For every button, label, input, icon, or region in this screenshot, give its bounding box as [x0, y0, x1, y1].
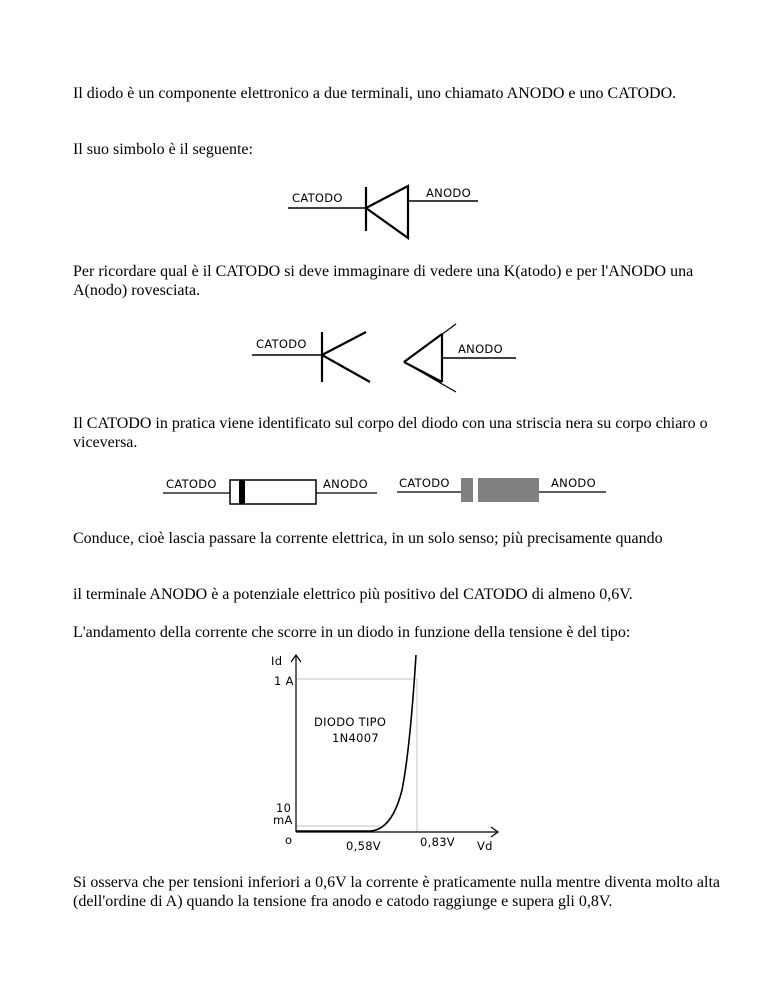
graph-title-line2: 1N4007	[332, 731, 379, 745]
light-body-cathode-label: CATODO	[166, 477, 217, 491]
conduction-paragraph: Conduce, cioè lascia passare la corrente elettrica, in un solo senso; più precisamente quando	[73, 530, 663, 547]
y-axis-label: Id	[271, 654, 283, 668]
curve-intro-paragraph: L'andamento della corrente che scorre in un diodo in funzione della tensione è del tipo:	[73, 624, 631, 641]
iv-characteristic-graph	[270, 650, 510, 860]
diode-symbol-figure	[288, 183, 488, 243]
diode-bodies-figure	[163, 474, 613, 506]
conclusion-paragraph: Si osserva che per tensioni inferiori a 0,6V la corrente è praticamente nulla mentre diventa molto alta (dell'ordine di A) quando la tensione fra anodo e catodo raggiunge e supera gli 0,8V.	[73, 874, 721, 910]
light-body-anode-label: ANODO	[323, 477, 368, 491]
intro-paragraph: Il diodo è un componente elettronico a due terminali, uno chiamato ANODO e uno CATODO.	[73, 85, 677, 102]
y-tick-ma: mA	[273, 813, 293, 827]
identification-paragraph: Il CATODO in pratica viene identificato sul corpo del diodo con una striscia nera su corpo chiaro o viceversa.	[73, 415, 708, 451]
anode-potential-paragraph: il terminale ANODO è a potenziale elettrico più positivo del CATODO di almeno 0,6V.	[73, 586, 633, 603]
graph-title-line1: DIODO TIPO	[314, 715, 387, 729]
mnemonic-paragraph: Per ricordare qual è il CATODO si deve immaginare di vedere una K(atodo) e per l'ANODO una A(nodo) rovesciata.	[73, 263, 694, 299]
x-tick-058v: 0,58V	[346, 839, 381, 853]
light-body-diode	[163, 477, 377, 504]
y-tick-10: 10	[276, 801, 292, 815]
mnemonic-cathode-label: CATODO	[256, 337, 307, 351]
dark-body-diode	[397, 476, 606, 502]
symbol-anode-label: ANODO	[426, 186, 471, 200]
symbol-intro-paragraph: Il suo simbolo è il seguente:	[73, 141, 253, 158]
x-axis-label: Vd	[477, 839, 493, 853]
dark-body-anode-label: ANODO	[551, 476, 596, 490]
origin-label: o	[285, 833, 293, 847]
symbol-cathode-label: CATODO	[292, 191, 343, 205]
y-tick-1a: 1 A	[274, 674, 294, 688]
x-tick-083v: 0,83V	[420, 835, 455, 849]
mnemonic-figure	[252, 320, 522, 392]
mnemonic-anode-label: ANODO	[458, 342, 503, 356]
dark-body-cathode-label: CATODO	[399, 476, 450, 490]
